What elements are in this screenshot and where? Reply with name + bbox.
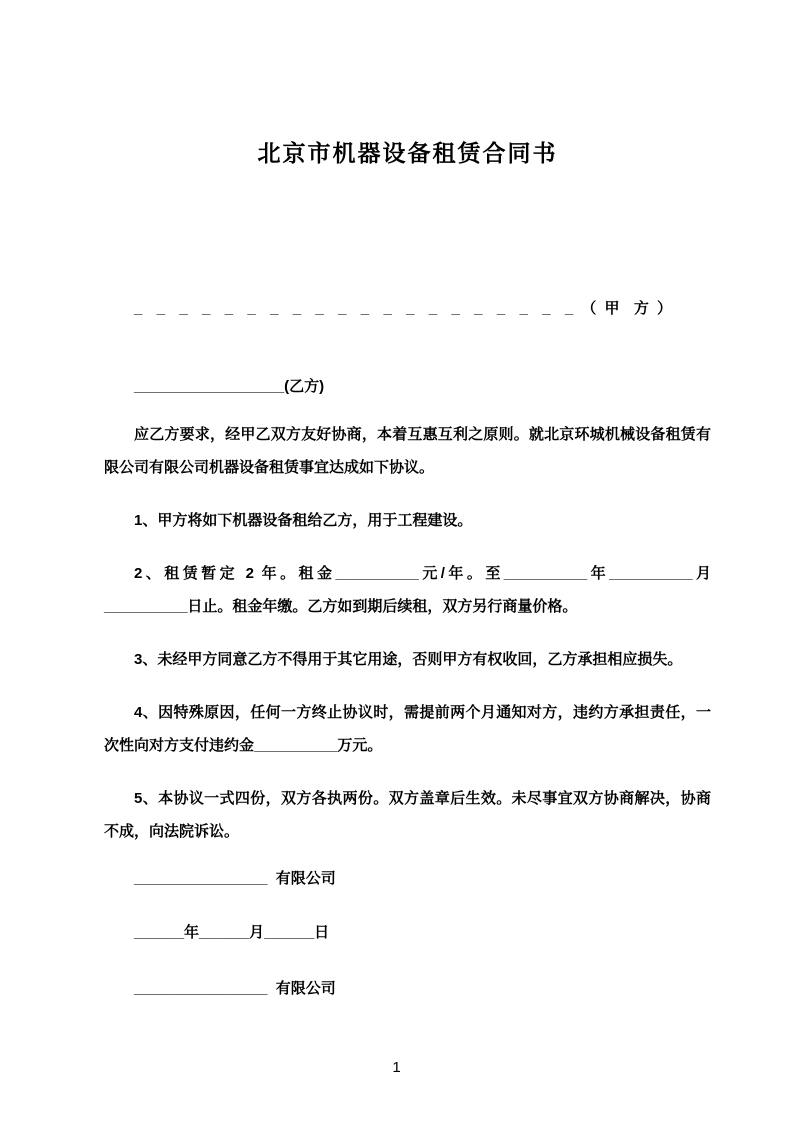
clause-1: 1、甲方将如下机器设备租给乙方，用于工程建设。 xyxy=(134,512,473,529)
signature-date-line: ______年______月______日 xyxy=(134,924,330,941)
document-title: 北京市机器设备租赁合同书 xyxy=(257,140,558,166)
clause-5: 5、本协议一式四份，双方各执两份。双方盖章后生效。未尽事宜双方协商解决，协商不成，向法院诉讼。 xyxy=(104,790,711,840)
signature-company-2: ________________ 有限公司 xyxy=(134,980,336,997)
signature-company-1: ________________ 有限公司 xyxy=(134,870,336,887)
page-number: 1 xyxy=(392,1059,401,1076)
clause-2: 2、租赁暂定 2 年。租金__________元/年。至__________年__________月__________日止。租金年缴。乙方如到期后续租，双方另行商量价格。 xyxy=(104,565,711,615)
intro-paragraph: 应乙方要求，经甲乙双方友好协商，本着互惠互利之原则。就北京环城机械设备租赁有限公司有限公司机器设备租赁事宜达成如下协议。 xyxy=(104,426,711,476)
party-a-blank-line: _ _ _ _ _ _ _ _ _ _ _ _ _ _ _ _ _ _ _ _ （ 甲 方 ） xyxy=(134,300,675,317)
party-b-blank-line: __________________(乙方) xyxy=(134,378,325,395)
clause-4: 4、因特殊原因，任何一方终止协议时，需提前两个月通知对方，违约方承担责任，一次性向对方支付违约金__________万元。 xyxy=(104,704,711,754)
clause-3: 3、未经甲方同意乙方不得用于其它用途，否则甲方有权收回，乙方承担相应损失。 xyxy=(134,651,683,668)
